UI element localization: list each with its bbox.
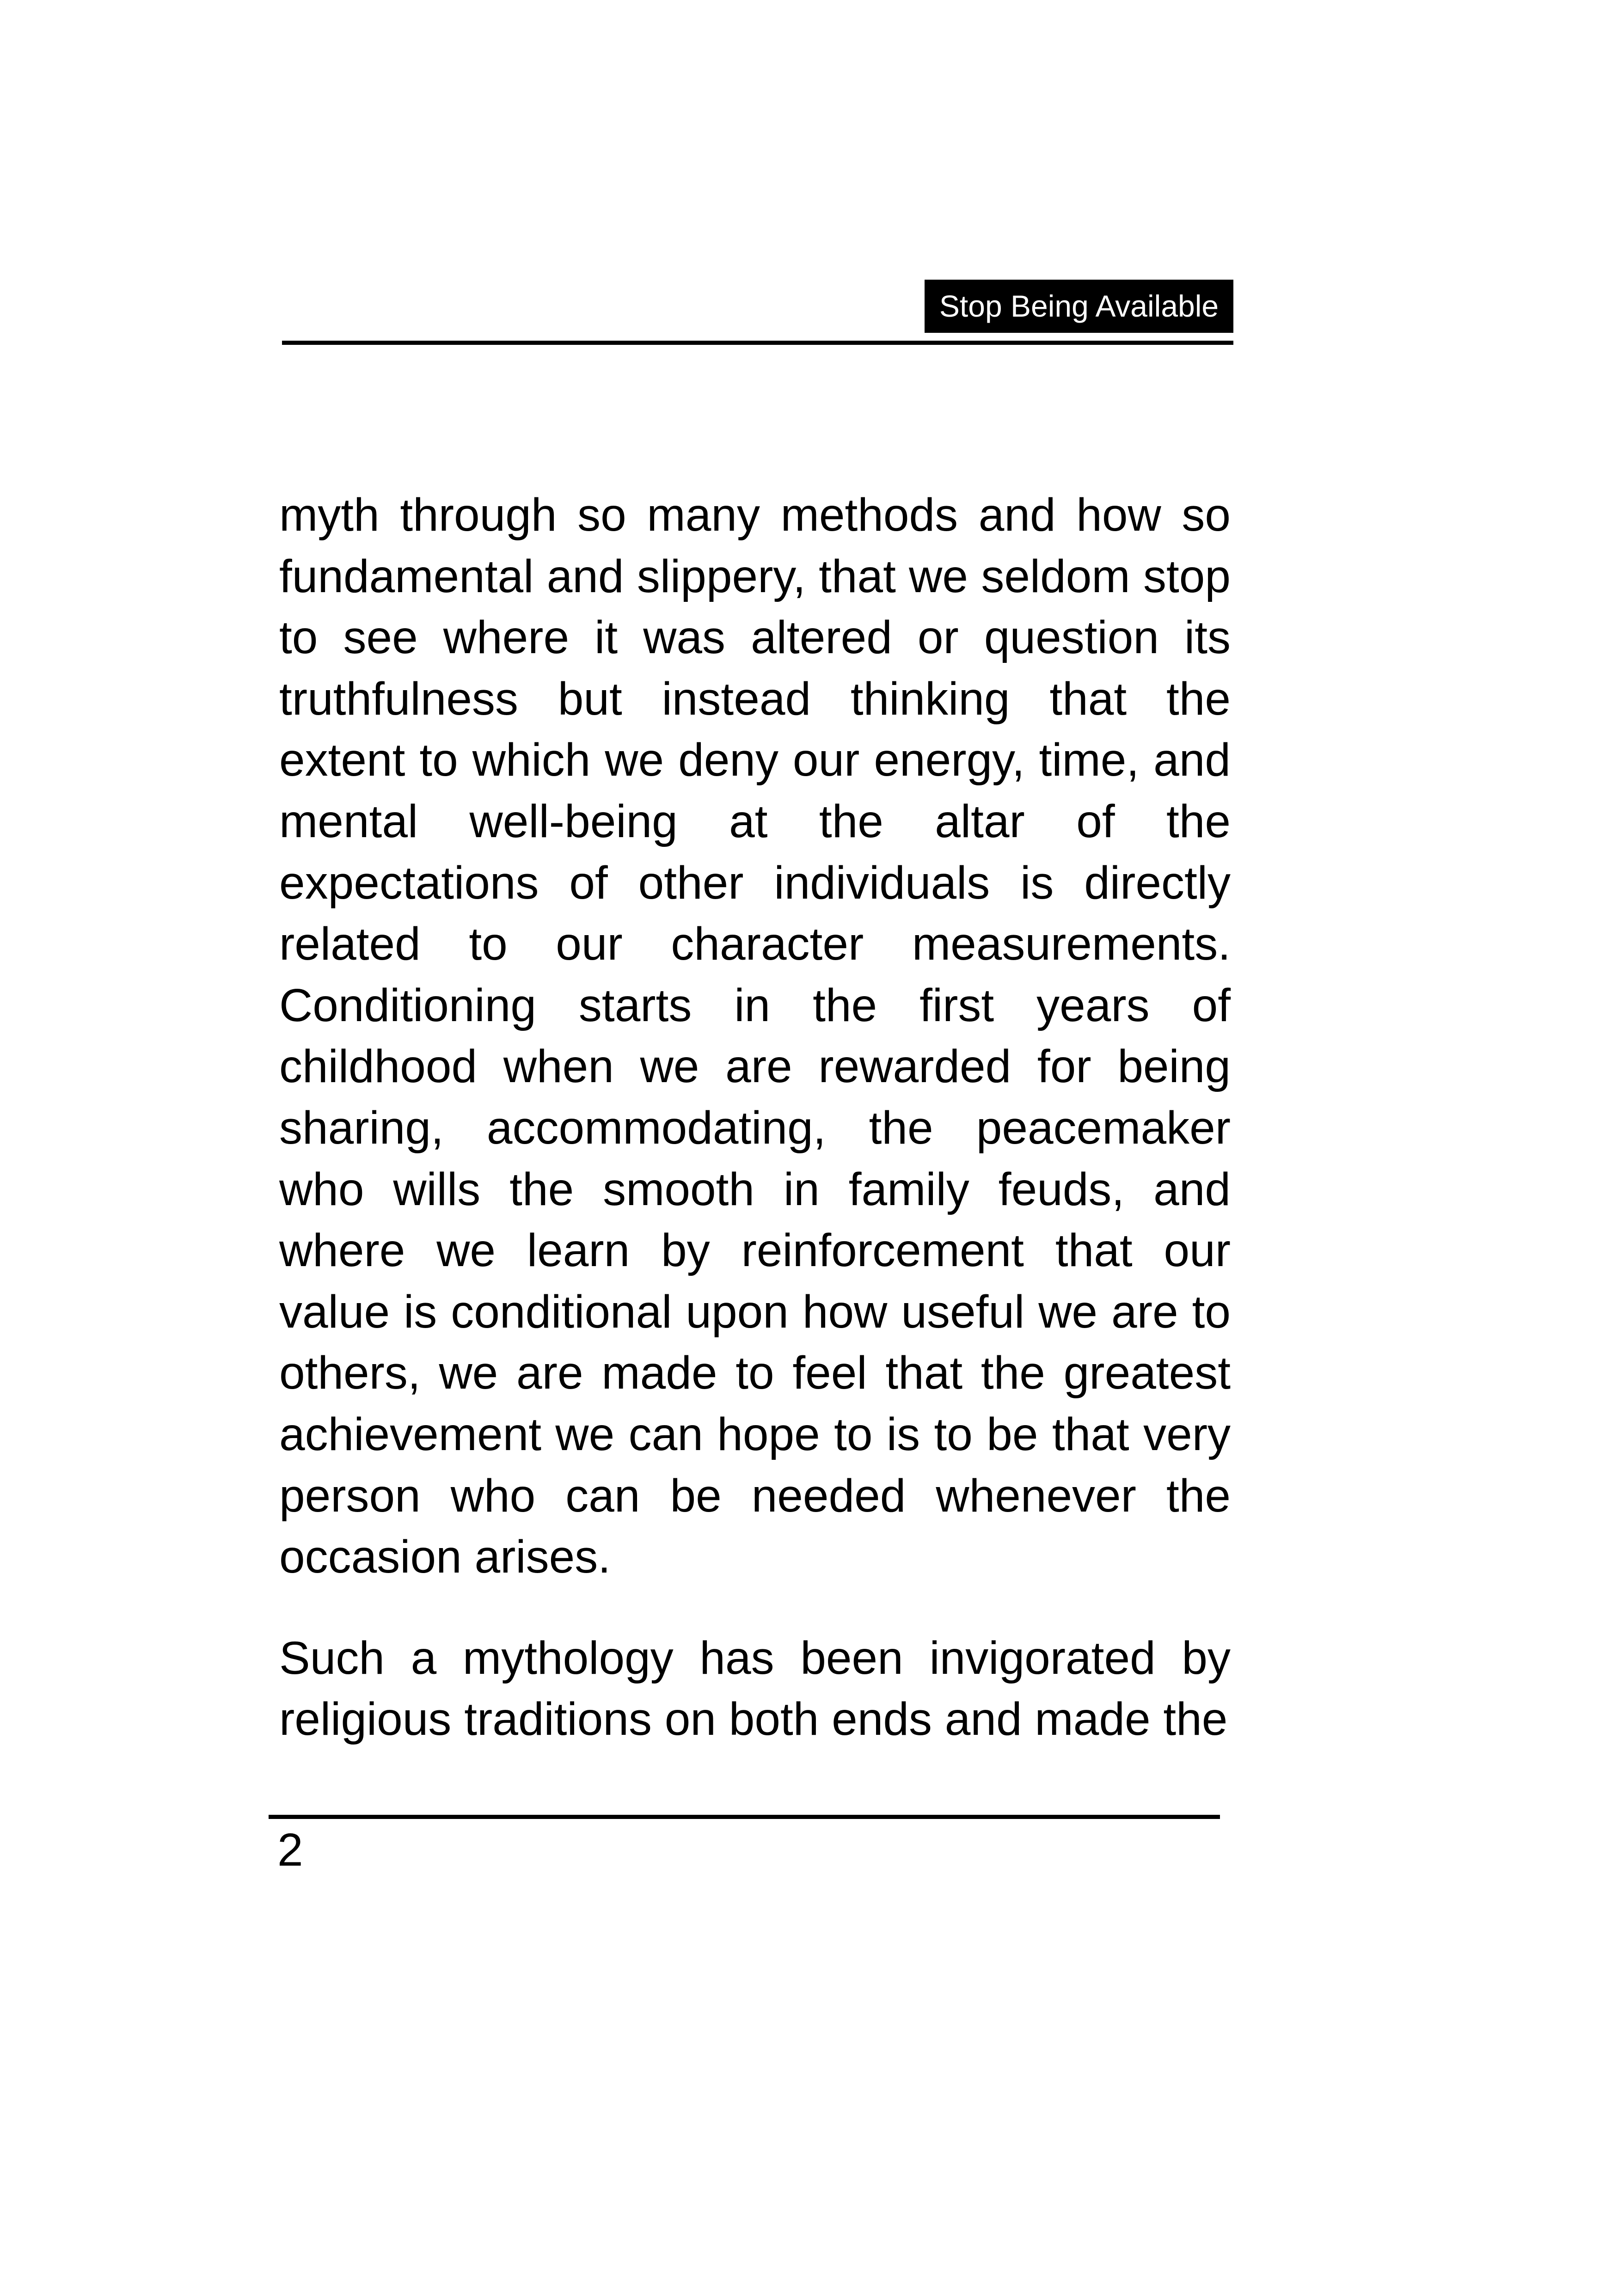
paragraph: Such a mythology has been invigorated by religious traditions on both ends and made the <box>279 1632 1231 1745</box>
running-header-title: Stop Being Available <box>925 280 1233 333</box>
body-text <box>279 484 1231 1750</box>
header-rule <box>282 341 1233 345</box>
page-number: 2 <box>277 1824 303 1876</box>
footer-rule <box>269 1815 1220 1819</box>
paragraph: myth through so many methods and how so fundamental and slippery, that we seldom stop to see where it was altered or question its truthfulness but instead thinking that the extent to which we deny our energy, time, and mental well-being at the altar of the expectations of other individuals is directly related to our character measurements. Conditioning starts in the first years of childhood when we are rewarded for being sharing, accommodating, the peacemaker who wills the smooth in family feuds, and where we learn by reinforcement that our value is conditional upon how useful we are to others, we are made to feel that the greatest achievement we can hope to is to be that very person who can be needed whenever the occasion arises. <box>279 489 1231 1583</box>
